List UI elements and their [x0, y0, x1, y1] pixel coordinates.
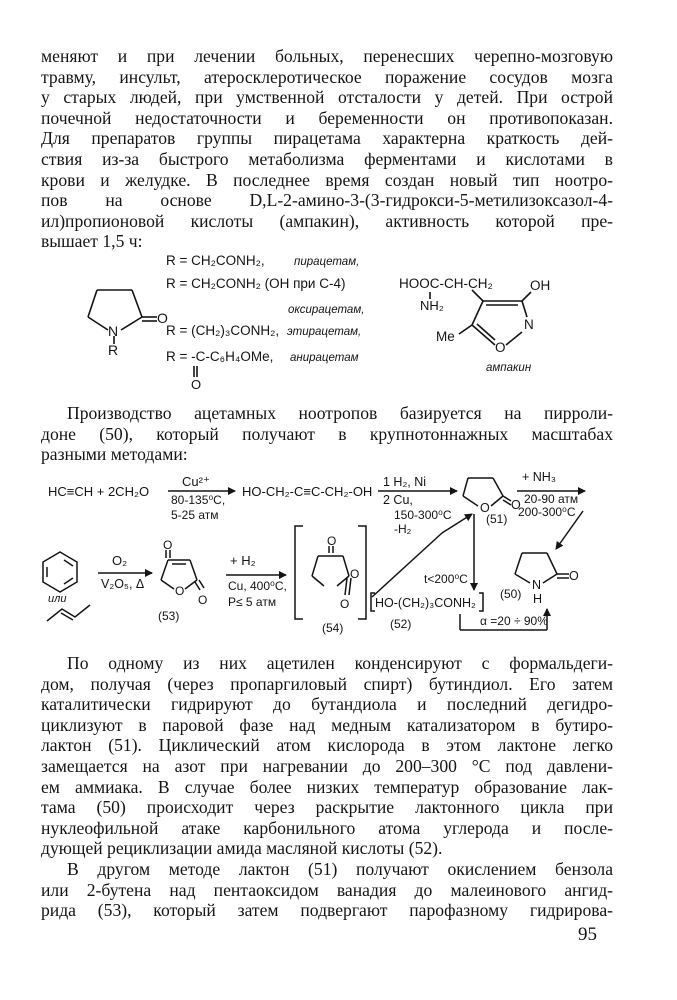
r-substituent-line: R = (CH₂)₃CONH₂, — [166, 323, 280, 338]
dehydrocyclization-temperature: 150-300⁰C — [394, 508, 452, 522]
lactone-carbonyl-o: O — [511, 498, 521, 512]
start-reagents: HC≡CH + 2CH₂O — [48, 484, 150, 499]
condition-cu2-catalyst: Cu²⁺ — [182, 474, 210, 489]
maleic-ring-o: O — [175, 584, 185, 598]
hydrogenation-step: 1 H₂, Ni — [383, 475, 427, 489]
ampakine-name: ампакин — [486, 362, 532, 374]
alternative-ili: или — [48, 593, 67, 605]
hydrogenation-pressure: P≤ 5 атм — [228, 595, 277, 609]
page-number: 95 — [578, 924, 597, 945]
paragraph-3 — [41, 653, 613, 859]
condition-pressure: 5-25 атм — [171, 508, 219, 522]
text-line: Производство ацетамных ноотропов базируется на пирроли- — [67, 403, 613, 423]
text-line: разными методами: — [41, 444, 188, 465]
ampakine-ring-o: O — [495, 340, 506, 355]
ammonolysis-pressure: 20-90 атм — [524, 492, 579, 506]
ammonia-reagent: + NH₃ — [522, 470, 556, 484]
condition-temperature: 80-135⁰C, — [171, 493, 226, 507]
drug-name-piracetam: пирацетам, — [294, 256, 360, 268]
ampakine-oh: OH — [530, 278, 551, 293]
r-substituent-line: R = CH₂CONH₂ (OH при C-4) — [166, 276, 346, 291]
text-line: Для препаратов группы пирацетама характерна краткость дей- — [41, 128, 613, 149]
pyrrolidinone-h: H — [533, 592, 543, 606]
dehydrocyclization-step: 2 Cu, — [383, 493, 413, 507]
text-line: крови и желудке. В последнее время создан новый тип ноотро- — [41, 169, 613, 190]
ampakine-ring-n: N — [524, 317, 534, 332]
text-line: почечной недостаточности и беременности он противопоказан. — [41, 107, 613, 128]
text-line: каталитически гидрируют до бутандиола и последний дегидро- — [41, 694, 613, 715]
ammonolysis-temperature: 200-300⁰C — [518, 505, 576, 519]
hydrogen-loss: -H₂ — [394, 522, 412, 536]
r-substituent-line: R = -C-C₆H₄OMe, — [166, 349, 274, 364]
drug-name-etiracetam: этирацетам, — [287, 326, 362, 338]
text-line: рида (53), который затем подвергают парофазному гидрирова- — [41, 900, 613, 921]
maleic-carbonyl-o: O — [163, 538, 173, 552]
text-line: меняют и при лечении больных, перенесших черепно-мозговую — [41, 46, 613, 66]
text-line: или 2-бутена над пентаоксидом ванадия до малеинового ангид- — [41, 879, 613, 900]
text-line: доне (50), который получают в крупнотоннажных масштабах — [41, 423, 613, 444]
hydrogenation-catalyst-temperature: Cu, 400⁰C, — [228, 579, 287, 593]
drug-name-aniracetam: анирацетам — [290, 352, 359, 364]
text-line: ем аммиака. В случае более низких температур образование лак- — [41, 776, 613, 797]
text-line: травму, инсульт, атеросклеротическое поражение сосудов мозга — [41, 66, 613, 87]
pyrrolidinone-n: N — [532, 578, 542, 592]
vanadium-catalyst: V₂O₅, Δ — [101, 577, 145, 591]
compound-label-52: (52) — [390, 617, 412, 631]
r-substituent-line: R = CH₂CONH₂, — [166, 253, 265, 268]
compound-label-51: (51) — [486, 512, 508, 526]
lactone-ring-o: O — [480, 501, 490, 515]
compound-label-50: (50) — [500, 587, 522, 601]
ampakine-me: Me — [436, 329, 455, 344]
text-line: дующей рециклизации амида масляной кислоты (52). — [41, 838, 443, 859]
pyrrolidinone-o: O — [569, 569, 579, 583]
text-line: ствия из-за быстрого метаболизма ферментами и кислотами в — [41, 148, 613, 169]
text-line: лактон (51). Циклический атом кислорода в этом лактоне легко — [41, 735, 613, 756]
yield-alpha: α =20 ÷ 90% — [480, 614, 548, 628]
compound-label-53: (53) — [158, 609, 180, 623]
text-line: нуклеофильной атаке карбонильного атома углерода и после- — [41, 817, 613, 838]
text-line: ил)пропионовой кислоты (ампакин), активность которой пре- — [41, 210, 613, 231]
amide-formula: HO-(CH₂)₃CONH₂ — [375, 596, 476, 610]
succinic-carbonyl-o: O — [327, 534, 337, 548]
text-line: По одному из них ацетилен конденсируют с формальдеги- — [67, 653, 613, 673]
text-line: замещается на азот при нагревании до 200–300 °C под давлени- — [41, 755, 613, 776]
text-line: вышает 1,5 ч: — [41, 231, 143, 252]
text-line: у старых людей, при умственной отсталости у детей. При острой — [41, 87, 613, 108]
pyrrolidinone-ring-n: N — [108, 323, 119, 339]
butynediol-formula: HO-CH₂-C≡C-CH₂-OH — [242, 484, 373, 499]
aniracetam-carbonyl-o: O — [191, 377, 202, 392]
text-line: В другом методе лактон (51) получают окислением бензола — [67, 859, 613, 879]
text-line: пов на основе D,L-2-амино-3-(3-гидрокси-5-метилизоксазол-4- — [41, 190, 613, 211]
compound-label-54: (54) — [322, 621, 344, 635]
text-line: циклизуют в паровой фазе над медным катализатором в бутиро- — [41, 714, 613, 735]
pyrrolidinone-ring-r: R — [108, 342, 119, 358]
maleic-carbonyl-o-2: O — [198, 593, 208, 607]
pyrrolidinone-ring-o: O — [157, 310, 168, 326]
drug-name-oxiracetam: оксирацетам, — [288, 304, 365, 316]
succinic-carbonyl-o-2: O — [340, 597, 350, 611]
oxygen-reagent: O₂ — [112, 553, 128, 568]
paragraph-4 — [41, 859, 613, 921]
text-line: тама (50) происходит через раскрытие лактонного цикла при — [41, 797, 613, 818]
ampakine-chain: HOOC-CH-CH₂ — [399, 276, 493, 291]
text-line: дом, получая (через пропаргиловый спирт) бутиндиол. Его затем — [41, 673, 613, 694]
hydrogen-reagent: + H₂ — [230, 553, 256, 568]
succinic-ring-o: O — [350, 567, 360, 581]
low-temperature-condition: t<200⁰C — [424, 572, 468, 586]
ampakine-nh2: NH₂ — [420, 298, 444, 313]
